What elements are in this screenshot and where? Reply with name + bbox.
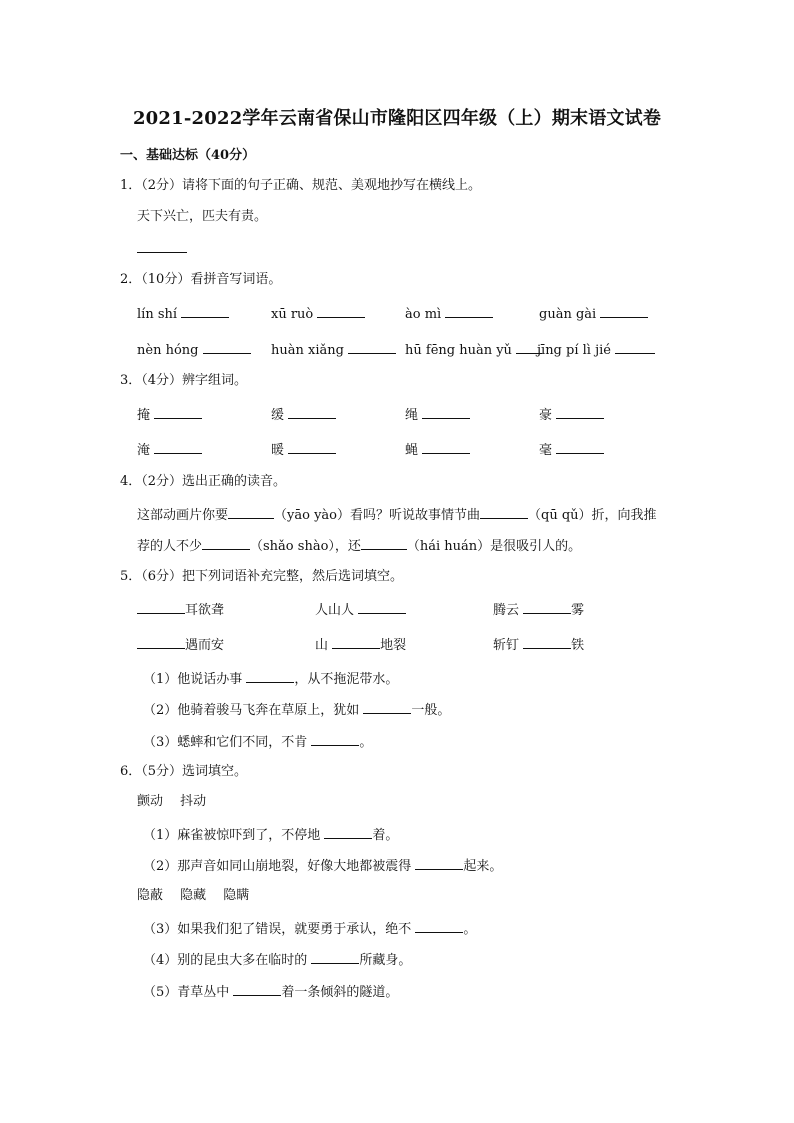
q6-sentence: （3）如果我们犯了错误，就要勇于承认，绝不 。: [143, 922, 477, 937]
q3-item: 毫: [539, 441, 604, 459]
q4-line1: 这部动画片你要 （yāo yào）看吗？听说故事情节曲 （qū qǔ）折，向我推: [137, 508, 657, 523]
q3-item: 暖: [271, 441, 336, 459]
q5-word: 耳欲聋: [137, 601, 224, 619]
q3-item: 豪: [539, 406, 604, 424]
q2-item: guàn gài: [539, 305, 648, 323]
section-heading: 一、基础达标（40分）: [120, 148, 256, 163]
q3-item: 淹: [137, 441, 202, 459]
q3-item: 掩: [137, 406, 202, 424]
q3-item: 绳: [405, 406, 470, 424]
q3-item: 蝇: [405, 441, 470, 459]
q2-item: lín shí: [137, 305, 229, 323]
q2-item: hū fēng huàn yǔ: [405, 341, 542, 359]
q5-sentence: （3）蟋蟀和它们不同，不肯 。: [143, 735, 373, 750]
q5-sentence: （1）他说话办事 ，从不拖泥带水。: [143, 672, 399, 687]
q5-word: 腾云 雾: [493, 603, 585, 618]
q6-stem: 6．（5分）选词填空。: [120, 764, 248, 779]
q3-stem: 3．（4分）辨字组词。: [120, 373, 248, 388]
q1-sentence: 天下兴亡，匹夫有责。: [137, 209, 268, 224]
q2-item: nèn hóng: [137, 341, 251, 359]
q6-word-bank: 隐蔽 隐藏 隐瞒: [137, 888, 250, 903]
q5-stem: 5．（6分）把下列词语补充完整，然后选词填空。: [120, 569, 404, 584]
q2-item: xū ruò: [271, 305, 365, 323]
q4-line2: 荐的人不少 （shǎo shào），还 （hái huán）是很吸引人的。: [137, 539, 582, 554]
q3-item: 缓: [271, 406, 336, 424]
q5-word: 山 地裂: [315, 638, 407, 653]
q6-sentence: （5）青草丛中 着一条倾斜的隧道。: [143, 985, 399, 1000]
q6-sentence: （1）麻雀被惊吓到了，不停地 着。: [143, 828, 399, 843]
q2-item: huàn xiǎng: [271, 341, 396, 359]
exam-title: 2021-2022学年云南省保山市隆阳区四年级（上）期末语文试卷: [132, 108, 662, 129]
q2-item: ào mì: [405, 305, 493, 323]
q6-sentence: （4）别的昆虫大多在临时的 所藏身。: [143, 953, 412, 968]
q6-sentence: （2）那声音如同山崩地裂，好像大地都被震得 起来。: [143, 859, 503, 874]
q1-stem: 1．（2分）请将下面的句子正确、规范、美观地抄写在横线上。: [120, 178, 482, 193]
q5-sentence: （2）他骑着骏马飞奔在草原上，犹如 一般。: [143, 703, 451, 718]
q5-word: 遇而安: [137, 636, 224, 654]
q5-word: 斩钉 铁: [493, 638, 585, 653]
q2-item: jīng pí lì jié: [537, 341, 655, 359]
q5-word: 人山人: [315, 601, 406, 619]
q2-stem: 2．（10分）看拼音写词语。: [120, 272, 282, 287]
q1-answer-line: [137, 240, 187, 258]
q4-stem: 4．（2分）选出正确的读音。: [120, 474, 287, 489]
q6-word-bank: 颤动 抖动: [137, 794, 207, 809]
